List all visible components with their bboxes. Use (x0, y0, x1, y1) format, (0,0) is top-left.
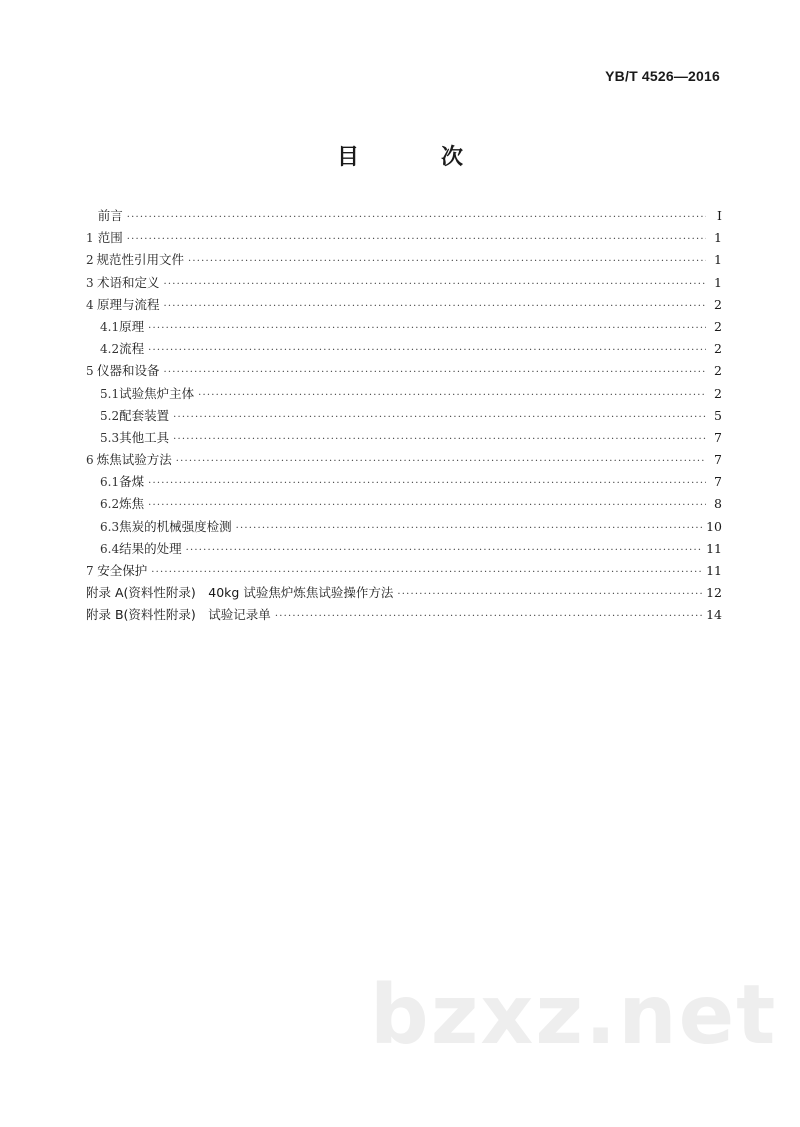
toc-entry-page: 11 (706, 540, 722, 556)
toc-entry-label: 规范性引用文件 (96, 252, 185, 268)
toc-entry-page: 7 (714, 452, 722, 468)
toc-entry[interactable] (86, 272, 722, 294)
toc-entry-page: 2 (714, 296, 722, 312)
toc-entry-number: 6.4 (100, 541, 120, 556)
toc-leader-dots (188, 251, 706, 273)
toc-entry-number: 5.3 (100, 430, 120, 445)
toc-entry-label: 焦炭的机械强度检测 (119, 518, 232, 534)
toc-entry[interactable] (86, 383, 722, 405)
toc-entry[interactable] (86, 205, 722, 227)
toc-entry-number: 4 (86, 297, 94, 312)
table-of-contents (86, 205, 722, 627)
toc-entry-label: 附录 A(资料性附录) 40kg 试验焦炉炼焦试验操作方法 (86, 585, 394, 601)
toc-entry-label: 原理与流程 (97, 296, 160, 312)
toc-leader-dots (275, 606, 702, 628)
document-code: YB/T 4526—2016 (605, 68, 720, 84)
toc-entry-number: 4.2 (100, 342, 120, 357)
toc-entry-label: 附录 B(资料性附录) 试验记录单 (86, 607, 271, 623)
toc-entry[interactable] (86, 604, 722, 626)
toc-entry-label: 仪器和设备 (97, 363, 160, 379)
toc-entry-number: 5.1 (100, 386, 120, 401)
toc-entry[interactable] (86, 493, 722, 515)
toc-entry-label: 流程 (119, 341, 145, 357)
toc-entry-page: 2 (714, 363, 722, 379)
toc-entry-number: 6.3 (100, 519, 120, 534)
toc-entry-label: 炼焦 (119, 496, 145, 512)
toc-entry-label: 安全保护 (97, 563, 148, 578)
toc-entry[interactable] (86, 471, 722, 493)
toc-entry-page: 1 (714, 230, 722, 246)
toc-leader-dots (164, 362, 706, 384)
toc-leader-dots (148, 473, 706, 495)
toc-leader-dots (148, 318, 706, 340)
toc-entry-page: 2 (714, 318, 722, 334)
toc-entry[interactable] (86, 249, 722, 271)
toc-entry-page: 2 (714, 341, 722, 357)
toc-entry-page: 8 (714, 496, 722, 512)
toc-entry-label: 结果的处理 (119, 540, 182, 556)
toc-entry-number: 6 (86, 453, 94, 468)
toc-entry-label: 备煤 (119, 474, 145, 490)
toc-entry-number: 5 (86, 364, 94, 379)
toc-entry-number: 1 (86, 231, 94, 246)
toc-entry-number: 5.2 (100, 408, 120, 423)
toc-leader-dots (236, 518, 702, 540)
toc-entry-label: 其他工具 (119, 429, 170, 445)
toc-entry-number: 6.1 (100, 475, 120, 490)
toc-entry-label: 术语和定义 (97, 274, 160, 290)
toc-entry-page: 1 (714, 274, 722, 290)
toc-entry-number: 2 (86, 253, 94, 268)
toc-entry[interactable] (86, 538, 722, 560)
toc-entry-page: 12 (706, 585, 722, 601)
toc-entry[interactable] (86, 427, 722, 449)
toc-entry-page: I (717, 208, 722, 223)
toc-entry-page: 7 (714, 429, 722, 445)
toc-entry-page: 14 (706, 607, 722, 623)
toc-leader-dots (127, 229, 706, 251)
toc-entry[interactable] (86, 294, 722, 316)
toc-entry-page: 1 (714, 252, 722, 268)
toc-entry-number: 3 (86, 275, 94, 290)
toc-entry-page: 2 (714, 385, 722, 401)
toc-leader-dots (148, 340, 706, 362)
toc-leader-dots (186, 540, 702, 562)
toc-leader-dots (173, 407, 706, 429)
toc-entry[interactable] (86, 405, 722, 427)
toc-entry-label: 原理 (119, 318, 145, 334)
toc-entry-page: 7 (714, 474, 722, 490)
toc-entry-number: 4.1 (100, 319, 120, 334)
toc-leader-dots (164, 274, 706, 296)
toc-leader-dots (176, 451, 706, 473)
toc-entry-label: 前言 (97, 208, 123, 223)
toc-leader-dots (173, 429, 706, 451)
watermark: bzxz.net (370, 968, 778, 1063)
toc-entry-page: 5 (714, 407, 722, 423)
toc-entry-label: 炼焦试验方法 (96, 452, 172, 468)
toc-leader-dots (148, 495, 706, 517)
page-title: 目 次 (336, 145, 493, 170)
toc-entry-label: 配套装置 (119, 407, 170, 423)
toc-leader-dots (164, 296, 706, 318)
toc-entry-label: 试验焦炉主体 (119, 385, 195, 401)
toc-entry[interactable] (86, 316, 722, 338)
toc-entry[interactable] (86, 227, 722, 249)
toc-entry[interactable] (86, 516, 722, 538)
toc-entry-number: 7 (86, 564, 94, 578)
toc-entry[interactable] (86, 360, 722, 382)
toc-leader-dots (127, 207, 706, 229)
toc-leader-dots (397, 584, 702, 606)
toc-entry[interactable] (86, 338, 722, 360)
toc-leader-dots (151, 562, 702, 584)
toc-entry-label: 范围 (97, 230, 123, 246)
toc-entry[interactable] (86, 582, 722, 604)
toc-entry-number: 6.2 (100, 497, 120, 512)
toc-entry[interactable] (86, 560, 722, 582)
toc-entry-page: 11 (706, 563, 722, 578)
toc-leader-dots (198, 385, 706, 407)
toc-entry-page: 10 (706, 518, 722, 534)
toc-entry[interactable] (86, 449, 722, 471)
